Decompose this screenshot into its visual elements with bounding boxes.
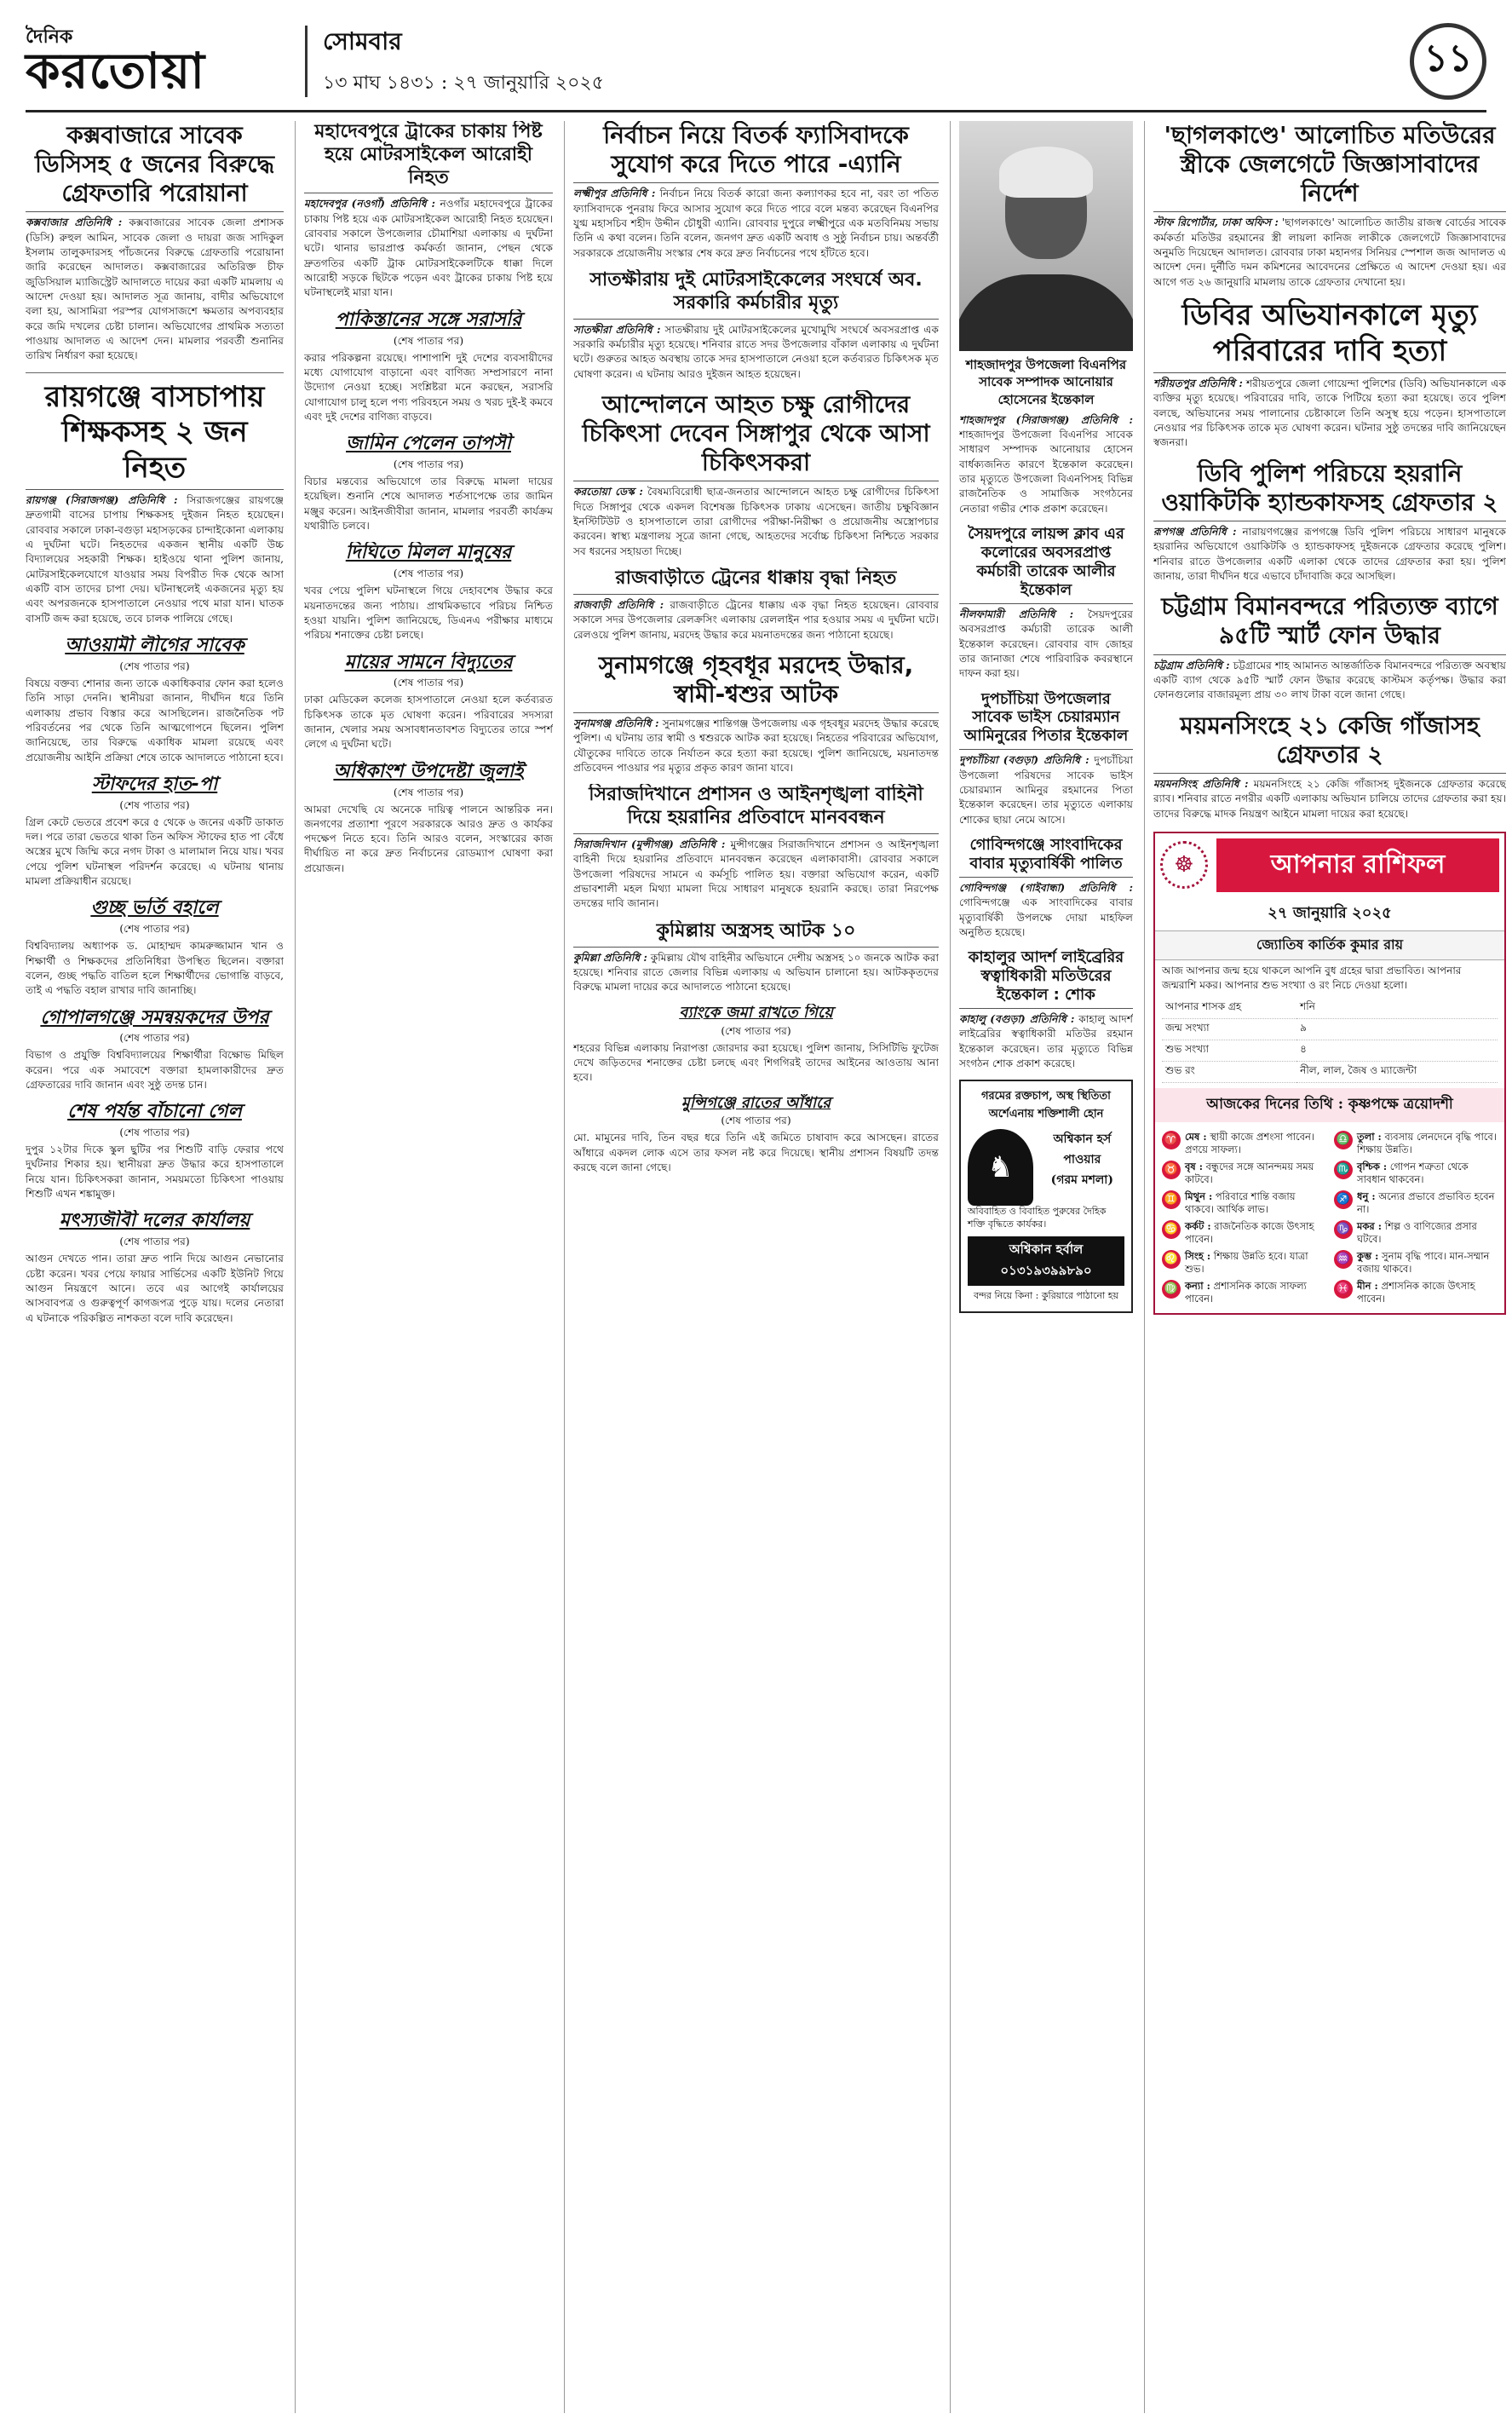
story-satkhira	[573, 269, 939, 382]
story-body	[959, 753, 1133, 827]
advertisement	[959, 1080, 1133, 1313]
story-text: চট্টগ্রামের শাহ আমানত আন্তর্জাতিক বিমানবন্দরে পরিত্যক্ত অবস্থায় একটি ব্যাগ থেকে ৯৫টি স্মার্ট ফোন উদ্ধার করেছে কাস্টমস কর্তৃপক্ষ। উদ্ধার করা ফোনগুলোর বাজারমূল্য প্রায় ৩০ লাখ টাকা বলে জানা গেছে।	[1153, 659, 1506, 701]
leo-icon: ♌	[1162, 1250, 1181, 1269]
horse-icon: ♞	[968, 1129, 1033, 1206]
continued-label: (শেষ পাতার পর)	[119, 798, 190, 811]
byline: কুমিল্লা প্রতিনিধি :	[573, 951, 647, 964]
story-upodeshta	[304, 761, 553, 876]
sign-text: বন্ধুদের সঙ্গে আনন্দময় সময় কাটবে।	[1185, 1160, 1314, 1186]
continued-label: (শেষ পাতার পর)	[119, 923, 190, 936]
table-key: শুভ রং	[1162, 1061, 1296, 1082]
headline: কক্সবাজারে সাবেক ডিসিসহ ৫ জনের বিরুদ্ধে গ্রেফতারি পরোয়ানা	[26, 121, 284, 212]
sign-item	[1162, 1190, 1325, 1217]
headline: গুচ্ছ ভর্তি বহালে	[90, 897, 219, 919]
column-4	[950, 121, 1133, 2413]
sign-text: ব্যবসায় লেনদেনে বৃদ্ধি পাবে। শিক্ষায় উন্নতি।	[1357, 1130, 1497, 1156]
obit-dupchanchia	[959, 690, 1133, 828]
story-text: বিশ্ববিদ্যালয় অধ্যাপক ড. মোহাম্মদ কামরুজ্জামান খান ও শিক্ষার্থী ও শিক্ষকদের প্রতিনিধিরা উপস্থিত ছিলেন। বক্তারা বলেন, গুচ্ছ পদ্ধতি বাতিল হলে শিক্ষার্থীদের ভোগান্তি বাড়বে, তাই এ পদ্ধতি বহাল রাখার দাবি জানাচ্ছি।	[26, 940, 284, 997]
story-coxsbazar	[26, 121, 284, 364]
byline: সাতক্ষীরা প্রতিনিধি :	[573, 323, 661, 336]
sign-text: সুনাম বৃদ্ধি পাবে। মান-সম্মান বজায় থাকবে।	[1357, 1249, 1490, 1276]
column-2	[295, 121, 553, 2413]
story-body	[959, 1012, 1133, 1071]
story-body	[959, 881, 1133, 940]
sign-item	[1334, 1190, 1498, 1217]
sign-name: মিথুন :	[1185, 1190, 1213, 1202]
aries-icon: ♈	[1162, 1131, 1181, 1149]
sign-text-wrap	[1185, 1250, 1325, 1276]
headline: পাকিস্তানের সঙ্গে সরাসরি	[335, 308, 522, 331]
cancer-icon: ♋	[1162, 1220, 1181, 1239]
photo-shoulders	[959, 274, 1133, 351]
story-text: কুমিল্লায় যৌথ বাহিনীর অভিযানে দেশীয় অস্ত্রসহ ১০ জনকে আটক করা হয়েছে। শনিবার রাতে জেলার বিভিন্ন এলাকায় এ অভিযান চালানো হয়। আটককৃতদের বিরুদ্ধে মামলা দায়ের করে আদালতে পাঠানো হয়েছে।	[573, 951, 939, 994]
aquarius-icon: ♒	[1334, 1250, 1353, 1269]
byline: রায়গঞ্জ (সিরাজগঞ্জ) প্রতিনিধি :	[26, 494, 178, 507]
table-value: নীল, লাল, জৈষ ও ম্যাজেন্টা	[1296, 1061, 1498, 1082]
sign-name: কুম্ভ :	[1357, 1249, 1379, 1262]
story-text: শাহজাদপুর উপজেলা বিএনপির সাবেক সাধারণ সম্পাদক আনোয়ার হোসেন বার্ধক্যজনিত কারণে ইন্তেকাল করেছেন। তার মৃত্যুতে উপজেলা বিএনপিসহ বিভিন্ন রাজনৈতিক ও সামাজিক সংগঠনের নেতারা গভীর শোক প্রকাশ করেছেন।	[959, 429, 1133, 515]
portrait-photo	[959, 121, 1133, 351]
byline: রাজবাড়ী প্রতিনিধি :	[573, 598, 664, 611]
pisces-icon: ♓	[1334, 1280, 1353, 1299]
byline: শরীয়তপুর প্রতিনিধি :	[1153, 377, 1243, 390]
masthead	[26, 12, 1486, 112]
story-text: আগুন দেখতে পান। তারা দ্রুত পানি দিয়ে আগুন নেভানোর চেষ্টা করেন। খবর পেয়ে ফায়ার সার্ভিসের একটি ইউনিট গিয়ে আগুন নিয়ন্ত্রণে আনে। তবে এর আগেই কার্যালয়ের আসবাবপত্র ও গুরুত্বপূর্ণ কাগজপত্র পুড়ে যায়। দলের নেতারা এ ঘটনাকে পরিকল্পিত নাশকতা বলে দাবি করেছেন।	[26, 1253, 284, 1324]
newspaper-logo	[26, 19, 290, 104]
story-sunamganj	[573, 651, 939, 776]
ad-tagline: গরমের রক্তচাপ, অস্থ স্থিতিতা অর্শেএনায় শক্তিশালী হোন	[981, 1090, 1111, 1121]
story-text: আমরা দেখেছি যে অনেকে দায়িত্ব পালনে আন্তরিক নন। জনগণের প্রত্যাশা পূরণে সরকারকে আরও দ্রুত ও কার্যকর পদক্ষেপ নিতে হবে। তিনি আরও বলেন, সংস্কারের কাজ দীর্ঘায়িত না করে দ্রুত নির্বাচনের রোডম্যাপ ঘোষণা করা প্রয়োজন।	[304, 803, 553, 874]
byline: করতোয়া ডেস্ক :	[573, 486, 643, 498]
story-body	[1153, 216, 1506, 290]
table-key: শুভ সংখ্যা	[1162, 1040, 1296, 1061]
story-ctg-airport	[1153, 592, 1506, 702]
sign-name: বৃষ :	[1185, 1160, 1203, 1172]
byline: মহাদেবপুর (নওগাঁ) প্রতিনিধি :	[304, 198, 436, 210]
headline: রাজবাড়ীতে ট্রেনের ধাক্কায় বৃদ্ধা নিহত	[573, 567, 939, 595]
headline: রায়গঞ্জে বাসচাপায় শিক্ষকসহ ২ জন নিহত	[26, 380, 284, 490]
sign-name: ধনু :	[1357, 1190, 1376, 1202]
story-text: দুপুর ১২টার দিকে স্কুল ছুটির পর শিশুটি বাড়ি ফেরার পথে দুর্ঘটনার শিকার হয়। স্থানীয়রা দ্রুত উদ্ধার করে হাসপাতালে নিয়ে যান। চিকিৎসকরা জানান, সময়মতো চিকিৎসা পাওয়ায় শিশুটি এখন শঙ্কামুক্ত।	[26, 1143, 284, 1201]
sign-item	[1162, 1131, 1325, 1157]
ad-phone: অশ্বিকান হর্বাল ০১৩১৯৩৯৯৮৯০	[968, 1236, 1124, 1286]
headline: মায়ের সামনে বিদ্যুতের	[344, 651, 513, 673]
sign-text: গোপন শত্রুতা থেকে সাবধান থাকবেন।	[1357, 1160, 1469, 1186]
astrologer-name: জ্যোতিষ কার্তিক কুমার রায়	[1155, 930, 1504, 960]
story-text: মুন্সীগঞ্জের সিরাজদিখানে প্রশাসন ও আইনশৃঙ্খলা বাহিনী দিয়ে হয়রানির প্রতিবাদে মানববন্ধন করেছেন এলাকাবাসী। রোববার সকালে উপজেলা পরিষদের সামনে এ কর্মসূচি পালিত হয়। বক্তারা অভিযোগ করেন, একটি প্রভাবশালী মহল মিথ্যা মামলা দিয়ে সাধারণ মানুষকে হয়রানি করছে। তারা নিরপেক্ষ তদন্তের দাবি জানান।	[573, 838, 939, 910]
headline: কাহালুর আদর্শ লাইব্রেরির স্বত্বাধিকারী মতিউরের ইন্তেকাল : শোক	[959, 948, 1133, 1009]
story-text: ঢাকা মেডিকেল কলেজ হাসপাতালে নেওয়া হলে কর্তব্যরত চিকিৎসক তাকে মৃত ঘোষণা করেন। পরিবারের সদস্যরা জানান, খেলার সময় অসাবধানতাবশত বিদ্যুতের তারে স্পর্শ লেগে এ দুর্ঘটনা ঘটে।	[304, 694, 553, 751]
story-body	[26, 216, 284, 363]
horoscope-table	[1162, 998, 1498, 1083]
headline: মহাদেবপুরে ট্রাকের চাকায় পিষ্ট হয়ে মোটরসাইকেল আরোহী নিহত	[304, 121, 553, 193]
byline: চট্টগ্রাম প্রতিনিধি :	[1153, 659, 1230, 671]
sign-item	[1162, 1220, 1325, 1247]
story-pakistan	[304, 309, 553, 424]
sign-text-wrap	[1357, 1220, 1498, 1247]
continued-label: (শেষ পাতার পর)	[119, 1126, 190, 1139]
table-row	[1162, 1018, 1498, 1040]
sign-text-wrap	[1357, 1190, 1498, 1217]
horoscope-box	[1153, 832, 1506, 1315]
story-text: নির্বাচন নিয়ে বিতর্ক কারো জন্য কল্যাণকর হবে না, বরং তা পতিত ফ্যাসিবাদকে পুনরায় ফিরে আসার সুযোগ করে দিতে পারে বলে মন্তব্য করেছেন বিএনপির যুগ্ম মহাসচিব শহীদ উদ্দীন চৌধুরী এ্যানি। রোববার দুপুরে লক্ষ্মীপুরে এক মতবিনিময় সভায় তিনি এ কথা বলেন। তিনি বলেন, জনগণ দ্রুত একটি অবাধ ও সুষ্ঠু নির্বাচন চায়। অন্তর্বর্তী সরকারকে প্রয়োজনীয় সংস্কার শেষ করে দ্রুত নির্বাচনের পথে হাঁটতে হবে।	[573, 187, 939, 259]
story-mymensingh	[1153, 711, 1506, 821]
headline: গোবিন্দগঞ্জে সাংবাদিকের বাবার মৃত্যুবার্ষিকী পালিত	[959, 836, 1133, 878]
byline: লক্ষ্মীপুর প্রতিনিধি :	[573, 187, 656, 200]
story-annie	[573, 121, 939, 261]
virgo-icon: ♍	[1162, 1280, 1181, 1299]
zodiac-wheel-icon: ☸	[1160, 841, 1208, 889]
byline: কাহালু (বগুড়া) প্রতিনিধি :	[959, 1013, 1075, 1026]
story-text: গ্রিল কেটে ভেতরে প্রবেশ করে ৫ থেকে ৬ জনের একটি ডাকাত দল। পরে তারা ভেতরে থাকা তিন অফিস স্টাফের হাত পা বেঁধে অস্ত্রের মুখে জিম্মি করে নগদ টাকা ও মালামাল নিয়ে যায়। খবর পেয়ে পুলিশ ঘটনাস্থল পরিদর্শন করেছে। এ ঘটনায় থানায় মামলা প্রক্রিয়াধীন রয়েছে।	[26, 815, 284, 888]
sign-name: মকর :	[1357, 1219, 1383, 1232]
table-row	[1162, 1061, 1498, 1082]
sign-text-wrap	[1185, 1131, 1325, 1157]
story-body	[573, 838, 939, 912]
column-1	[26, 121, 284, 2413]
story-mohadebpur	[304, 121, 553, 301]
story-body	[1153, 777, 1506, 821]
headline: মুন্সিগঞ্জে রাতের আঁধারে	[681, 1093, 831, 1112]
story-body	[1153, 525, 1506, 584]
logo-title: করতোয়া	[26, 41, 206, 100]
sign-item	[1334, 1280, 1498, 1306]
story-body	[573, 951, 939, 995]
headline: ডিবির অভিযানকালে মৃত্যু পরিবারের দাবি হত্যা	[1153, 298, 1506, 373]
story-text: দুপচাঁচিয়া উপজেলা পরিষদের সাবেক ভাইস চেয়ারম্যান আমিনুর রহমানের পিতা ইন্তেকাল করেছেন। তার মৃত্যুতে এলাকায় শোকের ছায়া নেমে আসে।	[959, 754, 1133, 826]
story-bidyut	[304, 652, 553, 752]
headline: ময়মনসিংহে ২১ কেজি গাঁজাসহ গ্রেফতার ২	[1153, 711, 1506, 774]
story-text: কাহালু আদর্শ লাইব্রেরির স্বত্বাধিকারী মতিউর রহমান ইন্তেকাল করেছেন। তার মৃত্যুতে বিভিন্ন সংগঠন শোক প্রকাশ করেছে।	[959, 1013, 1133, 1070]
continued-label: (শেষ পাতার পর)	[721, 1115, 791, 1127]
headline: সাতক্ষীরায় দুই মোটরসাইকেলের সংঘর্ষে অব. সরকারি কর্মচারীর মৃত্যু	[573, 269, 939, 320]
headline: চট্টগ্রাম বিমানবন্দরে পরিত্যক্ত ব্যাগে ৯৫টি স্মার্ট ফোন উদ্ধার	[1153, 592, 1506, 654]
table-value: ৯	[1296, 1018, 1498, 1040]
sign-text: স্থায়ী কাজে প্রশংসা পাবেন। প্রণয়ে সাফল্য।	[1185, 1130, 1314, 1156]
story-text: সিরাজগঞ্জের রায়গঞ্জে দ্রুতগামী বাসের চাপায় শিক্ষকসহ দুইজন নিহত হয়েছেন। রোববার সকালে ঢাকা-বগুড়া মহাসড়কের চান্দাইকোনা এলাকায় এ দুর্ঘটনা ঘটে। নিহতদের একজন স্থানীয় একটি উচ্চ বিদ্যালয়ের সহকারী শিক্ষক। হাইওয়ে থানা পুলিশ জানায়, মোটরসাইকেলযোগে যাওয়ার সময় বিপরীত দিক থেকে আসা একটি বাস তাদের চাপা দেয়। ঘটনাস্থলেই একজনের মৃত্যু হয় এবং অপরজনকে হাসপাতালে নেওয়ার পথে মারা যান। ঘাতক বাসটি জব্দ করা হয়েছে, তবে চালক পালিয়ে গেছে।	[26, 494, 284, 625]
story-text: শরীয়তপুরে জেলা গোয়েন্দা পুলিশের (ডিবি) অভিযানকালে এক ব্যক্তির মৃত্যু হয়েছে। পরিবারের দাবি, তাকে পিটিয়ে হত্যা করা হয়েছে। তবে পুলিশ বলছে, অভিযানের সময় পালানোর চেষ্টাকালে তিনি অসুস্থ হয়ে পড়েন। হাসপাতালে নেওয়ার পর চিকিৎসক তাকে মৃত ঘোষণা করেন। ঘটনার সুষ্ঠু তদন্তের দাবি জানিয়েছেন স্বজনরা।	[1153, 377, 1506, 449]
byline: ময়মনসিংহ প্রতিনিধি :	[1153, 777, 1249, 790]
story-text: রাজবাড়ীতে ট্রেনের ধাক্কায় এক বৃদ্ধা নিহত হয়েছেন। রোববার সকালে সদর উপজেলার রেলক্রসিং এলাকায় রেললাইন পার হওয়ার সময় এ দুর্ঘটনা ঘটে। রেলওয়ে পুলিশ জানায়, মরদেহ উদ্ধার করে ময়নাতদন্তের জন্য পাঠানো হয়েছে।	[573, 598, 939, 641]
story-staff	[26, 774, 284, 889]
byline: দুপচাঁচিয়া (বগুড়া) প্রতিনিধি :	[959, 754, 1089, 767]
story-text: বিষয়ে বক্তব্য শোনার জন্য তাকে একাধিকবার ফোন করা হলেও তিনি সাড়া দেননি। স্থানীয়রা জানান, দীর্ঘদিন ধরে তিনি এলাকায় প্রভাব বিস্তার করে আসছিলেন। রাজনৈতিক পট পরিবর্তনের পর থেকে তিনি আত্মগোপনে ছিলেন। পুলিশ জানিয়েছে, তার বিরুদ্ধে একাধিক মামলা রয়েছে এবং প্রয়োজনীয় আইনি প্রক্রিয়া শেষে তাকে আদালতে পাঠানো হবে।	[26, 677, 284, 763]
sign-text: অন্যের প্রভাবে প্রভাবিত হবেন না।	[1357, 1190, 1495, 1216]
story-text: মো. মামুনের দাবি, তিন বছর ধরে তিনি এই জমিতে চাষাবাদ করে আসছেন। রাতের আঁধারে একদল লোক এসে তার ফসল নষ্ট করে দিয়েছে। স্থানীয় প্রশাসন বিষয়টি তদন্ত করছে বলে জানা গেছে।	[573, 1132, 939, 1174]
continued-label: (শেষ পাতার পর)	[119, 1032, 190, 1045]
story-db-death	[1153, 298, 1506, 451]
story-guccho	[26, 897, 284, 998]
logo-small-text: দৈনিক	[26, 25, 73, 48]
headline: নির্বাচন নিয়ে বিতর্ক ফ্যাসিবাদকে সুযোগ করে দিতে পারে -এ্যানি	[573, 121, 939, 183]
zodiac-signs	[1155, 1127, 1504, 1313]
story-raiganj	[26, 380, 284, 626]
byline: স্টাফ রিপোর্টার, ঢাকা অফিস :	[1153, 216, 1279, 229]
story-body	[26, 493, 284, 626]
sign-item	[1162, 1161, 1325, 1187]
divider	[26, 372, 284, 373]
table-value: শনি	[1296, 998, 1498, 1019]
story-text: করার পরিকল্পনা রয়েছে। পাশাপাশি দুই দেশের ব্যবসায়ীদের মধ্যে যোগাযোগ বাড়ানো এবং বাণিজ্য সম্প্রসারণে নানা উদ্যোগ নেওয়া হচ্ছে। সংশ্লিষ্টরা মনে করছেন, সরাসরি যোগাযোগ চালু হলে পণ্য পরিবহনে সময় ও খরচ দুই-ই কমবে এবং দুই দেশের বাণিজ্য বাড়বে।	[304, 351, 553, 423]
sign-name: মীন :	[1357, 1279, 1378, 1292]
sign-text: প্রশাসনিক কাজে উৎসাহ পাবেন।	[1357, 1279, 1475, 1305]
story-body	[573, 323, 939, 382]
story-body	[1153, 659, 1506, 703]
byline: কক্সবাজার প্রতিনিধি :	[26, 216, 123, 229]
photo-caption: শাহজাদপুর উপজেলা বিএনপির সাবেক সম্পাদক আনোয়ার হোসেনের ইন্তেকাল	[965, 357, 1127, 407]
story-text: কক্সবাজারের সাবেক জেলা প্রশাসক (ডিসি) রুহুল আমিন, সাবেক জেলা ও দায়রা জজ সাদিকুল ইসলাম তালুকদারসহ পাঁচজনের বিরুদ্ধে গ্রেফতারি পরোয়ানা জারি করেছেন আদালত। কক্সবাজারের অতিরিক্ত চীফ জুডিসিয়াল ম্যাজিস্ট্রেট আদালতে দায়ের করা একটি মামলায় এ আদেশ দেওয়া হয়। আদালত সূত্র জানায়, বাদীর অভিযোগে বলা হয়, আসামিরা পরস্পর যোগসাজশে ক্ষমতার অপব্যবহার করে জমি দখলের চেষ্টা চালান। অভিযোগের প্রাথমিক সত্যতা পাওয়ায় আদালত এ আদেশ দেন। মামলার পরবর্তী শুনানির তারিখ নির্ধারণ করা হয়েছে।	[26, 216, 284, 362]
story-body	[573, 717, 939, 775]
headline: সৈয়দপুরে লায়ন্স ক্লাব এর কলোরের অবসরপ্রাপ্ত কর্মচারী তারেক আলীর ইন্তেকাল	[959, 525, 1133, 604]
byline: সুনামগঞ্জ প্রতিনিধি :	[573, 717, 659, 730]
gemini-icon: ♊	[1162, 1190, 1181, 1209]
table-row	[1162, 1040, 1498, 1061]
headline: সুনামগঞ্জে গৃহবধূর মরদেহ উদ্ধার, স্বামী-শ্বশুর আটক	[573, 651, 939, 713]
ad-product-block	[1040, 1129, 1124, 1190]
obit-saidpur	[959, 525, 1133, 681]
headline: অধিকাংশ উপদেষ্টা জুলাই	[333, 760, 524, 782]
continued-label: (শেষ পাতার পর)	[119, 1236, 190, 1248]
sign-item	[1334, 1220, 1498, 1247]
continued-label: (শেষ পাতার পর)	[393, 677, 464, 689]
sign-name: কন্যা :	[1185, 1279, 1210, 1292]
story-text: ময়মনসিংহে ২১ কেজি গাঁজাসহ দুইজনকে গ্রেফতার করেছে র‌্যাব। শনিবার রাতে নগরীর একটি এলাকায় অভিযান চালিয়ে তাদের গ্রেফতার করা হয়। তাদের বিরুদ্ধে মাদক নিয়ন্ত্রণ আইনে মামলা দায়ের করা হয়েছে।	[1153, 777, 1506, 820]
story-text: শহরের বিভিন্ন এলাকায় নিরাপত্তা জোরদার করা হয়েছে। পুলিশ জানায়, সিসিটিভি ফুটেজ দেখে জড়িতদের শনাক্তের চেষ্টা চলছে এবং শিগগিরই তাদের আইনের আওতায় আনা হবে।	[573, 1041, 939, 1084]
headline: শেষ পর্যন্ত বাঁচানো গেল	[67, 1101, 242, 1123]
sign-text-wrap	[1357, 1161, 1498, 1187]
story-body	[959, 413, 1133, 516]
tithi-banner: আজকের দিনের তিথি : কৃষ্ণপক্ষে ত্রয়োদশী	[1155, 1088, 1504, 1122]
masthead-divider	[305, 26, 308, 97]
continued-label: (শেষ পাতার পর)	[393, 458, 464, 471]
story-text: গোবিন্দগঞ্জে এক সাংবাদিকের বাবার মৃত্যুবার্ষিকী উপলক্ষে দোয়া মাহফিল অনুষ্ঠিত হয়েছে।	[959, 896, 1133, 938]
ad-row	[968, 1129, 1124, 1206]
continued-label: (শেষ পাতার পর)	[721, 1024, 791, 1037]
taurus-icon: ♉	[1162, 1161, 1181, 1179]
horoscope-date: ২৭ জানুয়ারি ২০২৫	[1268, 903, 1392, 922]
story-rajbari	[573, 567, 939, 642]
story-text: 'ছাগলকাণ্ডে' আলোচিত জাতীয় রাজস্ব বোর্ডের সাবেক কর্মকর্তা মতিউর রহমানের স্ত্রী লায়লা কানিজ লাকীকে জেলগেটে জিজ্ঞাসাবাদের অনুমতি দিয়েছেন আদালত। রোববার ঢাকা মহানগর সিনিয়র স্পেশাল জজ আদালত এ আদেশ দেন। দুর্নীতি দমন কমিশনের আবেদনের প্রেক্ষিতে এ আদেশ দেওয়া হয়। এর আগে গত ২৬ জানুয়ারি মামলায় তাকে গ্রেফতার দেখানো হয়।	[1153, 216, 1506, 288]
sign-text-wrap	[1185, 1161, 1325, 1187]
story-body	[304, 197, 553, 300]
headline: মৎস্যজীবী দলের কার্যালয়	[59, 1210, 250, 1232]
headline: আওয়ামী লীগের সাবেক	[65, 635, 244, 657]
headline: 'ছাগলকাণ্ডে' আলোচিত মতিউরের স্ত্রীকে জেলগেটে জিজ্ঞাসাবাদের নির্দেশ	[1153, 121, 1506, 212]
story-motsho	[26, 1210, 284, 1325]
byline: শাহজাদপুর (সিরাজগঞ্জ) প্রতিনিধি :	[959, 413, 1133, 426]
continued-label: (শেষ পাতার পর)	[393, 567, 464, 580]
story-text: বৈষম্যবিরোধী ছাত্র-জনতার আন্দোলনে আহত চক্ষু রোগীদের চিকিৎসা দিতে সিঙ্গাপুর থেকে একদল বিশেষজ্ঞ চিকিৎসক ঢাকায় এসেছেন। জাতীয় চক্ষুবিজ্ঞান ইনস্টিটিউট ও হাসপাতালে তারা রোগীদের পরীক্ষা-নিরীক্ষা ও প্রয়োজনীয় অস্ত্রোপচার করবেন। স্বাস্থ্য মন্ত্রণালয় সূত্রে জানা গেছে, আহতদের সর্বোচ্চ চিকিৎসা নিশ্চিতে সরকার সব ধরনের সহায়তা দিচ্ছে।	[573, 486, 939, 557]
headline: গোপালগঞ্জে সমন্বয়কদের উপর	[40, 1006, 269, 1028]
continued-label: (শেষ পাতার পর)	[119, 660, 190, 672]
news-grid	[26, 112, 1506, 2413]
obit-kahalu	[959, 948, 1133, 1071]
story-body	[573, 187, 939, 261]
sagittarius-icon: ♐	[1334, 1190, 1353, 1209]
story-comilla	[573, 920, 939, 995]
table-value: ৪	[1296, 1040, 1498, 1061]
issue-date: ১৩ মাঘ ১৪৩১ : ২৭ জানুয়ারি ২০২৫	[323, 72, 604, 94]
obit-shahjadpur	[959, 413, 1133, 516]
story-singapore	[573, 390, 939, 559]
horoscope-title: আপনার রাশিফল	[1216, 838, 1499, 892]
story-text: নওগাঁর মহাদেবপুরে ট্রাকের চাকায় পিষ্ট হয়ে এক মোটরসাইকেল আরোহী নিহত হয়েছেন। রোববার সকালে উপজেলার চৌমাশিয়া এলাকায় এ দুর্ঘটনা ঘটে। থানার ভারপ্রাপ্ত কর্মকর্তা জানান, পেছন থেকে দ্রুতগতির একটি ট্রাক মোটরসাইকেলটিকে ধাক্কা দিলে আরোহী সড়কে ছিটকে পড়েন এবং ট্রাকের চাকায় পিষ্ট হয়ে ঘটনাস্থলেই মারা যান।	[304, 198, 553, 299]
sign-text-wrap	[1357, 1280, 1498, 1306]
story-fake-db	[1153, 459, 1506, 585]
story-body	[573, 598, 939, 642]
sign-text-wrap	[1185, 1190, 1325, 1217]
headline: দুপচাঁচিয়া উপজেলার সাবেক ভাইস চেয়ারম্যান আমিনুরের পিতার ইন্তেকাল	[959, 690, 1133, 751]
page-number: ১১	[1410, 23, 1486, 100]
story-gopalganj	[26, 1007, 284, 1093]
libra-icon: ♎	[1334, 1131, 1353, 1149]
capricorn-icon: ♑	[1334, 1220, 1353, 1239]
sign-text: শিক্ষায় উন্নতি হবে। যাত্রা শুভ।	[1185, 1249, 1308, 1276]
story-sirajdikhan	[573, 784, 939, 911]
sign-text: পরিবারে শান্তি বজায় থাকবে। আর্থিক লাভ।	[1185, 1190, 1296, 1216]
story-body	[573, 485, 939, 559]
headline: ডিবি পুলিশ পরিচয়ে হয়রানি ওয়াকিটকি হ্যান্ডকাফসহ গ্রেফতার ২	[1153, 459, 1506, 521]
headline: স্টাফদের হাত-পা	[91, 773, 218, 795]
story-text: খবর পেয়ে পুলিশ ঘটনাস্থলে গিয়ে দেহাবশেষ উদ্ধার করে ময়নাতদন্তের জন্য পাঠায়। প্রাথমিকভাবে পরিচয় নিশ্চিত হওয়া যায়নি। পুলিশ জানিয়েছে, ডিএনএ পরীক্ষার মাধ্যমে পরিচয় শনাক্তের চেষ্টা চলছে।	[304, 585, 553, 642]
story-munshiganj	[573, 1094, 939, 1176]
headline: ব্যাংকে জমা রাখতে গিয়ে	[679, 1003, 833, 1022]
story-body	[1153, 377, 1506, 451]
story-body	[959, 608, 1133, 682]
byline: সিরাজদিখান (মুন্সীগঞ্জ) প্রতিনিধি :	[573, 838, 726, 851]
sign-text-wrap	[1357, 1250, 1498, 1276]
sign-name: তুলা :	[1357, 1130, 1382, 1143]
ad-body: অবিবাহিত ও বিবাহিত পুরুষের দৈহিক শক্তি বৃদ্ধিতে কার্যকর।	[968, 1206, 1107, 1230]
table-key: জন্ম সংখ্যা	[1162, 1018, 1296, 1040]
byline: নীলফামারী প্রতিনিধি :	[959, 608, 1074, 620]
story-awami	[26, 635, 284, 765]
horoscope-header	[1155, 833, 1504, 897]
sign-name: মেষ :	[1185, 1130, 1207, 1143]
sign-item	[1334, 1250, 1498, 1276]
byline: গোবিন্দগঞ্জ (গাইবান্ধা) প্রতিনিধি :	[959, 881, 1133, 894]
sign-text: রাজনৈতিক কাজে উৎসাহ পাবেন।	[1185, 1219, 1314, 1246]
headline: দিঘিতে মিলল মানুষের	[345, 542, 512, 564]
table-row	[1162, 998, 1498, 1019]
sign-text: প্রশাসনিক কাজে সাফল্য পাবেন।	[1185, 1279, 1307, 1305]
masthead-date	[323, 23, 604, 100]
continued-label: (শেষ পাতার পর)	[393, 334, 464, 347]
story-text: সাতক্ষীরায় দুই মোটরসাইকেলের মুখোমুখি সংঘর্ষে অবসরপ্রাপ্ত এক সরকারি কর্মচারীর মৃত্যু হয়েছে। শনিবার রাতে সদর উপজেলার বাঁকাল এলাকায় এ দুর্ঘটনা ঘটে। গুরুতর আহত অবস্থায় তাকে সদর হাসপাতালে নেওয়া হলে কর্তব্যরত চিকিৎসক মৃত ঘোষণা করেন। এ ঘটনায় আরও দুইজন আহত হয়েছেন।	[573, 323, 939, 380]
story-motiur	[1153, 121, 1506, 290]
sign-name: বৃশ্চিক :	[1357, 1160, 1388, 1172]
sign-name: কর্কট :	[1185, 1219, 1211, 1232]
story-text: সৈয়দপুরের অবসরপ্রাপ্ত কর্মচারী তারেক আলী ইন্তেকাল করেছেন। রোববার বাদ জোহর তার জানাজা শেষে পারিবারিক কবরস্থানে দাফন করা হয়।	[959, 608, 1133, 680]
sign-item	[1162, 1250, 1325, 1276]
sign-text: শিল্প ও বাণিজ্যের প্রসার ঘটবে।	[1357, 1219, 1477, 1246]
scorpio-icon: ♏	[1334, 1161, 1353, 1179]
story-text: নারায়ণগঞ্জের রূপগঞ্জে ডিবি পুলিশ পরিচয়ে সাধারণ মানুষকে হয়রানির অভিযোগে ওয়াকিটকি ও হ্যান্ডকাফসহ দুইজনকে গ্রেফতার করেছে পুলিশ। শনিবার রাতে উপজেলার একটি এলাকা থেকে তাদের গ্রেফতার করা হয়। পুলিশ জানায়, তারা দীর্ঘদিন ধরে এভাবে চাঁদাবাজি করে আসছিল।	[1153, 526, 1506, 582]
sign-item	[1334, 1131, 1498, 1157]
ad-product: অশ্বিকান হর্স পাওয়ার	[1053, 1132, 1112, 1167]
sign-text-wrap	[1185, 1220, 1325, 1247]
column-5	[1144, 121, 1506, 2413]
obit-gobindaganj	[959, 836, 1133, 940]
story-text: বিচার মন্তব্যের অভিযোগে তার বিরুদ্ধে মামলা দায়ের হয়েছিল। শুনানি শেষে আদালত শর্তসাপেক্ষে তার জামিন মঞ্জুর করেন। আইনজীবীরা জানান, মামলার পরবর্তী কার্যক্রম যথারীতি চলবে।	[304, 475, 553, 533]
headline: আন্দোলনে আহত চক্ষু রোগীদের চিকিৎসা দেবেন সিঙ্গাপুর থেকে আসা চিকিৎসকরা	[573, 390, 939, 481]
horoscope-intro: আজ আপনার জন্ম হয়ে থাকলে আপনি বুধ গ্রহের দ্বারা প্রভাবিত। আপনার জন্মরাশি মকর। আপনার শুভ সংখ্যা ও রং নিচে দেওয়া হলো।	[1162, 964, 1462, 991]
table-key: আপনার শাসক গ্রহ	[1162, 998, 1296, 1019]
headline: কুমিল্লায় অস্ত্রসহ আটক ১০	[573, 920, 939, 948]
continued-label: (শেষ পাতার পর)	[393, 786, 464, 798]
story-bank	[573, 1004, 939, 1086]
story-text: সুনামগঞ্জের শান্তিগঞ্জ উপজেলায় এক গৃহবধূর মরদেহ উদ্ধার করেছে পুলিশ। এ ঘটনায় তার স্বামী ও শ্বশুরকে আটক করা হয়েছে। নিহতের পরিবারের অভিযোগ, যৌতুকের দাবিতে তাকে নির্যাতন করে হত্যা করা হয়েছে। পুলিশ জানিয়েছে, ময়নাতদন্ত প্রতিবেদন পাওয়ার পর মৃত্যুর প্রকৃত কারণ জানা যাবে।	[573, 717, 939, 775]
column-3	[564, 121, 939, 2413]
story-tapashi	[304, 433, 553, 533]
sign-text-wrap	[1357, 1131, 1498, 1157]
story-text: বিভাগ ও প্রযুক্তি বিশ্ববিদ্যালয়ের শিক্ষার্থীরা বিক্ষোভ মিছিল করেন। পরে এক সমাবেশে বক্তারা হামলাকারীদের দ্রুত গ্রেফতারের দাবি জানান এবং সুষ্ঠু তদন্ত চান।	[26, 1049, 284, 1091]
story-bachano	[26, 1101, 284, 1201]
headline: জামিন পেলেন তাপসী	[346, 433, 511, 455]
ad-note: বন্দর নিয়ে কিনা : কুরিয়ারে পাঠানো হয়	[973, 1290, 1119, 1302]
headline: সিরাজদিখানে প্রশাসন ও আইনশৃঙ্খলা বাহিনী দিয়ে হয়রানির প্রতিবাদে মানববন্ধন	[573, 784, 939, 834]
photo-hair	[999, 147, 1093, 198]
byline: রূপগঞ্জ প্রতিনিধি :	[1153, 526, 1237, 538]
sign-item	[1162, 1280, 1325, 1306]
sign-text-wrap	[1185, 1280, 1325, 1306]
sign-item	[1334, 1161, 1498, 1187]
story-dighi	[304, 542, 553, 642]
issue-day: সোমবার	[323, 26, 402, 55]
ad-product-sub: (গরম মশলা)	[1050, 1173, 1113, 1188]
sign-name: সিংহ :	[1185, 1249, 1211, 1262]
